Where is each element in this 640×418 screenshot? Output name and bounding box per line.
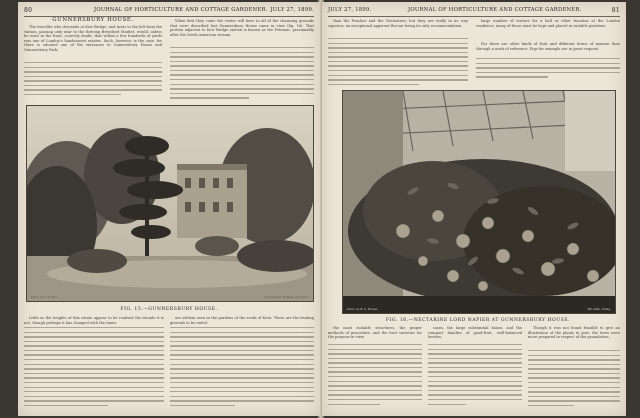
section-title: GUNNERSBURY HOUSE. — [52, 17, 134, 23]
figure-15-caption: FIG. 15.—GUNNERSBURY HOUSE. — [120, 307, 218, 312]
left-page-number: 80 — [24, 7, 33, 14]
right-body-column-2-continued — [428, 344, 522, 408]
right-issue-date: JULY 27, 1899. — [328, 7, 372, 13]
left-body-text-right: are seldom seen in the gardens of the south of Kent. There are the fruiting grounds to be noted. — [170, 316, 314, 325]
left-body-column-2-continued — [170, 327, 314, 409]
right-intro-text: than the Peaches and the Nectarines; but they are really in no way superior; an exceptional apparent flavour being its only recommendation. — [328, 19, 468, 28]
left-intro-column-2-continued — [170, 47, 314, 102]
left-photo-copyright: Copyrighted. Rethee, Dryphoto. — [263, 295, 309, 299]
right-page-number: 81 — [611, 7, 620, 14]
right-intro-text-right: For there are other kinds of fruit and different forms of manure than through a work of reference. Figs for example are in great request. — [476, 42, 620, 51]
right-photo-credit: Photo by B. S. Bowen. — [347, 307, 379, 311]
right-body-column-2 — [428, 326, 522, 341]
figure-16-caption: FIG. 16.—NECTARINE LORD NAPIER AT GUNNERSBURY HOUSE. — [385, 318, 571, 323]
left-issue-date: JULY 27, 1899. — [270, 7, 314, 13]
left-page — [18, 2, 320, 416]
left-intro-column-1 — [24, 25, 162, 54]
right-body-column-3-continued — [528, 350, 620, 410]
right-intro-column-2 — [476, 19, 620, 29]
right-page — [322, 2, 626, 416]
right-body-text-mid: cases, the large substantial house, and the compact families of good-fruit, well-balanced berries. — [428, 326, 522, 340]
left-body-column-1-continued — [24, 327, 164, 409]
right-intro-text-mid: large number of visitors for a hall or other function at the London residence, many of these must be kept and placed in suitable positions. — [476, 19, 620, 28]
right-intro-column-2b — [476, 42, 620, 52]
right-body-text: the most suitable structures, the proper methods of procedure, and the best varieties for the purpose in view. — [328, 326, 422, 340]
left-running-header — [24, 6, 314, 17]
right-body-column-1-continued — [328, 344, 422, 408]
left-intro-column-2 — [170, 19, 314, 38]
right-journal-title: JOURNAL OF HORTICULTURE AND COTTAGE GARDENER. — [408, 7, 582, 13]
right-body-column-3 — [528, 326, 620, 341]
right-intro-column-2-continued — [476, 58, 620, 81]
left-intro-column-1-continued — [24, 62, 162, 99]
right-intro-column-1-continued — [328, 38, 468, 88]
right-body-text-right: Though it was not found feasible to give an illustration of the plants in pots, the trees were more prepared in respect of the granulation. — [528, 326, 620, 340]
right-running-header — [328, 6, 620, 17]
nectarine-tree-illustration — [343, 91, 615, 313]
left-intro-text: The traveller who descends at Kew Bridge, and turns to the left from the station, passing only near to the thriving Brentford Market, would, unless he went in the front, scarcely doubt, that within a few hundreds of yards was one of London's handsomest estates. Such, however, is the case, for there is situated one of the entrances to Gunnersbury House and Gunnersbury Park. — [24, 25, 162, 52]
right-photo-copyright: Bir Ahlls, Irving. — [587, 307, 611, 311]
left-photo-credit: Photo by C. P. Hvy. — [31, 295, 58, 299]
left-intro-text-right: When first they come the visitor will have in all of the charming grounds that were described last Gunnersbury House came in view (fig. 16). That portion adjacent to Kew Bridge station is known as the Potomac, presumably after the North American stream. — [170, 19, 314, 37]
left-body-text: Little as the heights of this estate appear to be realised the decade it is not, though perhaps it has changed with the times. — [24, 316, 164, 325]
right-body-column-1 — [328, 326, 422, 341]
left-journal-title: JOURNAL OF HORTICULTURE AND COTTAGE GARDENER. — [94, 7, 268, 13]
garden-landscape-illustration — [27, 106, 313, 301]
nectarine-lord-napier-photo — [342, 90, 616, 314]
left-body-column-1 — [24, 316, 164, 326]
left-body-column-2 — [170, 316, 314, 326]
gunnersbury-house-photo — [26, 105, 314, 302]
right-intro-column-1 — [328, 19, 468, 29]
